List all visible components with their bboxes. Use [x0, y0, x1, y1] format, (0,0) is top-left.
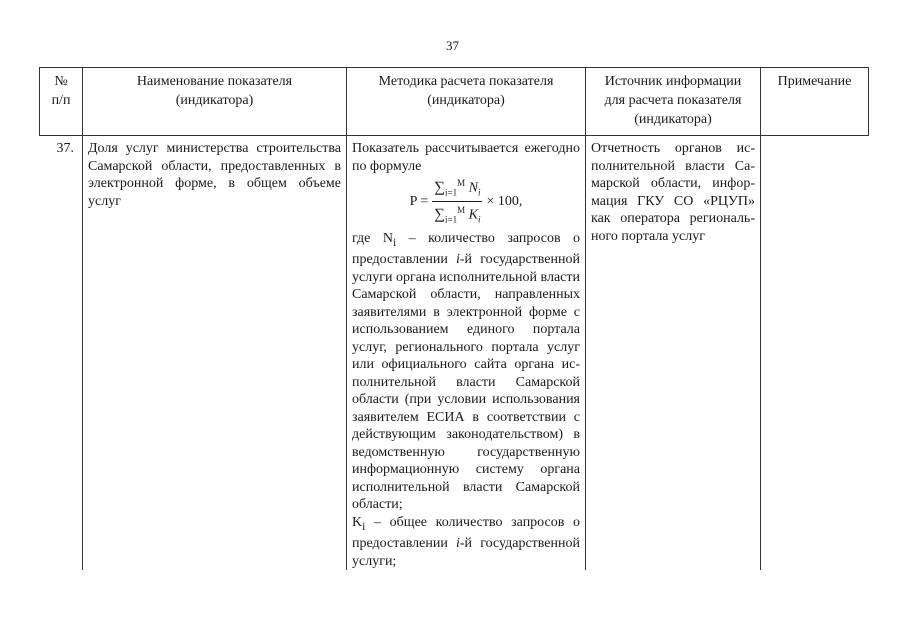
row-number: 37.	[56, 141, 74, 156]
numerator-var: N	[468, 180, 478, 196]
def-n-pre: – количество запросов о предоставлении	[352, 230, 581, 268]
header-note	[761, 68, 869, 136]
def-k-pre: – общее количество запросов о предоставлении	[352, 514, 580, 551]
denominator-var: K	[468, 208, 478, 224]
formula-tail: × 100,	[486, 194, 523, 210]
def-n-prefix: где	[352, 230, 383, 246]
formula-fraction	[432, 176, 482, 228]
def-n-index: i	[392, 235, 397, 249]
header-method	[347, 68, 586, 136]
header-name-line2: (индикатора)	[175, 93, 254, 108]
def-n-post: -й государственной услуги органа исполнительной власти Самарской области, направленных заявителями в электронной форме с использованием единого портала услуг, регионального портала услуг или официального сайта органа исполнительной власти Самарской области (при условии использования заявителем ЕСИА в соответствии с действующим законодательством) в ведомственную государственную информационную систему органа исполнительной власти Самарской области;	[352, 252, 581, 513]
formula-numerator	[432, 176, 482, 202]
def-n-italic: i	[456, 252, 460, 268]
def-k-index: i	[362, 519, 366, 533]
formula-denominator	[432, 202, 482, 227]
header-source-line1: Источник информации	[604, 74, 742, 89]
table-row	[40, 136, 869, 571]
numerator-index: i	[477, 187, 481, 198]
header-num-line2: п/п	[51, 93, 71, 108]
header-num	[40, 68, 83, 136]
indicator-table	[39, 67, 869, 570]
formula-lhs: P =	[409, 194, 429, 210]
header-method-line1: Методика расчета показателя	[378, 74, 554, 89]
table-header-row	[40, 68, 869, 136]
def-k-post: -й государственной услуги;	[352, 536, 581, 569]
row-indicator-name: Доля услуг министерства строительства Самарской области, предоставленных в электронной форме, в общем объеме услуг	[83, 136, 347, 571]
header-num-line1: №	[54, 74, 68, 89]
header-source-line3: (индикатора)	[634, 112, 712, 127]
denominator-sigma: ∑	[434, 207, 445, 224]
numerator-lower: i=1	[445, 187, 458, 198]
def-n-symbol: N	[382, 230, 393, 246]
header-name-line1: Наименование показателя	[136, 74, 293, 89]
def-k-italic: i	[456, 536, 460, 551]
method-formula	[352, 176, 580, 228]
numerator-sigma: ∑	[434, 179, 445, 196]
row-method	[347, 136, 586, 571]
denominator-index: i	[477, 214, 481, 225]
header-name	[83, 68, 347, 136]
denominator-lower: i=1	[445, 214, 458, 225]
header-method-line2: (индикатора)	[427, 93, 505, 108]
method-intro: Показатель рассчитывается ежегодно по формуле	[352, 141, 580, 174]
method-definition-k	[352, 514, 580, 570]
method-definition-n	[352, 230, 580, 514]
def-k-symbol: K	[352, 514, 363, 530]
header-note-label: Примечание	[777, 74, 852, 89]
denominator-upper: M	[457, 205, 466, 216]
numerator-upper: M	[457, 178, 466, 188]
row-source: Отчетность органов исполнительной власти Самарской области, информация ГКУ СО «РЦУП» как оператора регионального портала услуг	[586, 136, 761, 571]
page-number: 37	[446, 38, 459, 53]
header-source-line2: для расчета показателя	[604, 93, 742, 108]
header-source	[586, 68, 761, 136]
row-note	[761, 136, 869, 571]
